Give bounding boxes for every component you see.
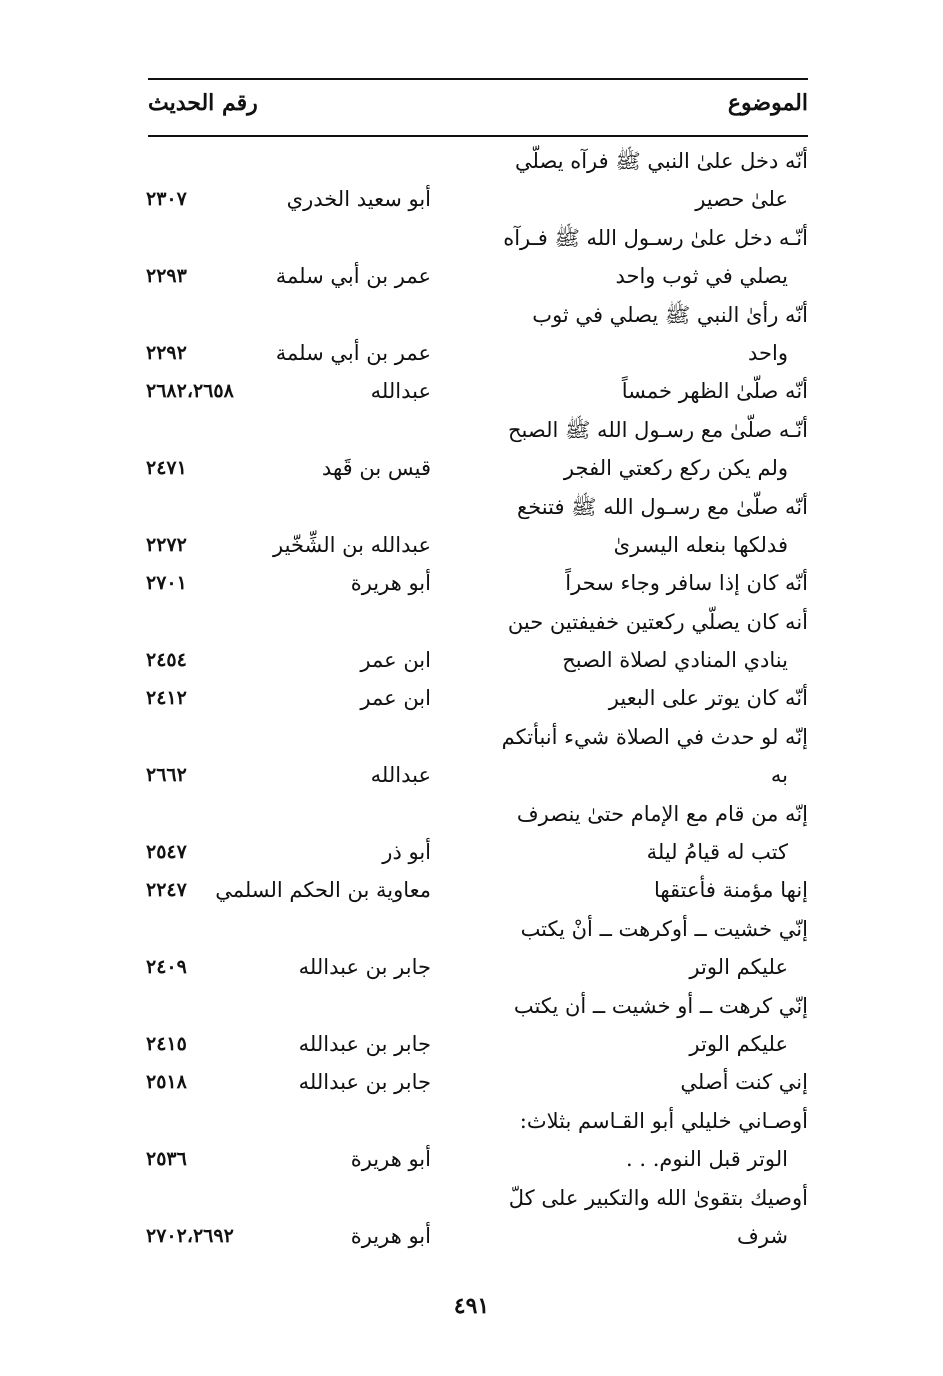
index-entry [0,564,943,602]
index-entry [0,488,943,565]
entry-topic-continuation: يصلي في ثوب واحد [615,264,788,289]
entry-topic: أنّه كان يوتر على البعير [608,686,808,711]
entry-narrator: ابن عمر [360,686,431,711]
entry-line [0,910,943,948]
entry-line [0,296,943,334]
entry-line [0,449,943,487]
topic-column-header: الموضوع [727,90,808,116]
entry-line [0,1063,943,1101]
index-entry [0,411,943,488]
entry-narrator: عبدالله [370,763,431,788]
entry-narrator: أبو هريرة [350,1147,431,1172]
entry-topic-continuation: ولم يكن ركع ركعتي الفجر [563,456,788,481]
entry-hadith-number: ٢٤١٢ [146,687,187,710]
index-entry [0,372,943,410]
entry-topic: إنّه من قام مع الإمام حتىٰ ينصرف [516,801,808,826]
entry-line [0,488,943,526]
entry-topic: أوصـاني خليلي أبو القـاسم بثلاث: [519,1108,808,1133]
entry-topic: إني كنت أصلي [680,1070,808,1095]
entry-line [0,526,943,564]
entry-narrator: أبو هريرة [350,571,431,596]
entry-topic: أوصيك بتقوىٰ الله والتكبير على كلّ [508,1185,808,1210]
entry-topic: أنّه صلّىٰ مع رسـول الله ﷺ فتنخع [517,494,808,519]
entry-line [0,1140,943,1178]
entry-narrator: أبو ذر [382,840,431,865]
entry-hadith-number: ٢٧٠٢،٢٦٩٢ [146,1224,234,1247]
entry-hadith-number: ٢٦٨٢،٢٦٥٨ [146,380,234,403]
entry-line [0,180,943,218]
entry-topic: أنّه دخل علىٰ النبي ﷺ فرآه يصلّي [515,149,808,173]
index-entry [0,987,943,1064]
entry-narrator: عمر بن أبي سلمة [275,340,431,365]
entry-topic: إنّه لو حدث في الصلاة شيء أنبأتكم [501,724,808,749]
entry-narrator: قيس بن قَهد [321,456,431,481]
entry-hadith-number: ٢٦٦٢ [146,764,187,787]
index-entry [0,1179,943,1256]
entry-narrator: عبدالله بن الشِّخّير [273,532,431,557]
entry-hadith-number: ٢٥٤٧ [146,841,187,864]
entry-topic: إنّي كرهت ــ أو خشيت ــ أن يكتب [513,993,808,1018]
entry-line [0,679,943,717]
entry-line [0,257,943,295]
index-entry [0,679,943,717]
index-entry [0,603,943,680]
top-rule [148,78,808,80]
entry-line [0,1217,943,1255]
entry-narrator: معاوية بن الحكم السلمي [215,878,431,903]
index-entry [0,871,943,909]
entry-narrator: جابر بن عبدالله [298,1031,431,1056]
entry-line [0,1025,943,1063]
entry-line [0,1179,943,1217]
entry-topic: أنّه كان إذا سافر وجاء سحراً [565,571,808,596]
entry-topic: إنها مؤمنة فأعتقها [653,878,808,903]
index-entry [0,795,943,872]
entry-narrator: ابن عمر [360,648,431,673]
index-entry [0,1102,943,1179]
entry-hadith-number: ٢٤٥٤ [146,649,187,672]
entry-topic: أنّه صلّىٰ الظهر خمساً [621,379,808,404]
index-entry [0,910,943,987]
entry-line [0,756,943,794]
entry-line [0,641,943,679]
entry-line [0,334,943,372]
entry-topic: إنّي خشيت ــ أوكرهت ــ أنْ يكتب [520,916,808,941]
entry-narrator: عمر بن أبي سلمة [275,264,431,289]
entry-topic: أنه كان يصلّي ركعتين خفيفتين حين [507,609,808,634]
entry-narrator: عبدالله [370,379,431,404]
entry-hadith-number: ٢٤٧١ [146,457,187,480]
entry-line [0,833,943,871]
entry-line [0,603,943,641]
index-entry [0,718,943,795]
entry-hadith-number: ٢٢٩٣ [146,265,187,288]
entry-topic-continuation: فدلكها بنعله اليسرىٰ [613,532,788,557]
entry-topic: أنّه رأىٰ النبي ﷺ يصلي في ثوب [532,302,808,327]
index-entry [0,1063,943,1101]
entry-topic-continuation: عليكم الوتر [689,955,788,980]
entry-line [0,564,943,602]
entry-hadith-number: ٢٤٠٩ [146,956,187,979]
entry-hadith-number: ٢٥٣٦ [146,1148,187,1171]
entry-narrator: جابر بن عبدالله [298,955,431,980]
entry-hadith-number: ٢٧٠١ [146,572,187,595]
entry-hadith-number: ٢٢٧٢ [146,533,187,556]
index-entry [0,296,943,373]
index-entry [0,219,943,296]
hadith-number-column-header: رقم الحديث [148,90,258,116]
entry-line [0,987,943,1025]
entry-topic: أنّـه صلّىٰ مع رسـول الله ﷺ الصبح [508,417,808,442]
entry-hadith-number: ٢٥١٨ [146,1071,187,1094]
entry-narrator: أبو هريرة [350,1223,431,1248]
entry-line [0,1102,943,1140]
entry-topic-continuation: ينادي المنادي لصلاة الصبح [562,648,788,673]
entry-line [0,718,943,756]
index-entries [0,142,943,1255]
entry-hadith-number: ٢٢٤٧ [146,879,187,902]
entry-line [0,411,943,449]
entry-line [0,871,943,909]
page-number: ٤٩١ [453,1293,490,1319]
entry-narrator: أبو سعيد الخدري [286,187,431,212]
entry-topic-continuation: كتب له قيامُ ليلة [646,840,788,865]
entry-line [0,795,943,833]
entry-hadith-number: ٢٢٩٢ [146,341,187,364]
entry-hadith-number: ٢٣٠٧ [146,188,187,211]
entry-topic-continuation: الوتر قبل النوم. . . [626,1147,788,1172]
entry-line [0,372,943,410]
entry-topic-continuation: علىٰ حصير [695,187,788,212]
entry-topic-continuation: شرف [737,1223,788,1248]
entry-narrator: جابر بن عبدالله [298,1070,431,1095]
entry-topic: أنّـه دخل علىٰ رسـول الله ﷺ فـرآه [503,225,808,250]
entry-line [0,142,943,180]
entry-line [0,948,943,986]
entry-topic-continuation: واحد [748,340,788,365]
header-rule [148,135,808,137]
entry-topic-continuation: به [770,763,788,788]
entry-topic-continuation: عليكم الوتر [689,1031,788,1056]
entry-hadith-number: ٢٤١٥ [146,1032,187,1055]
index-entry [0,142,943,219]
entry-line [0,219,943,257]
